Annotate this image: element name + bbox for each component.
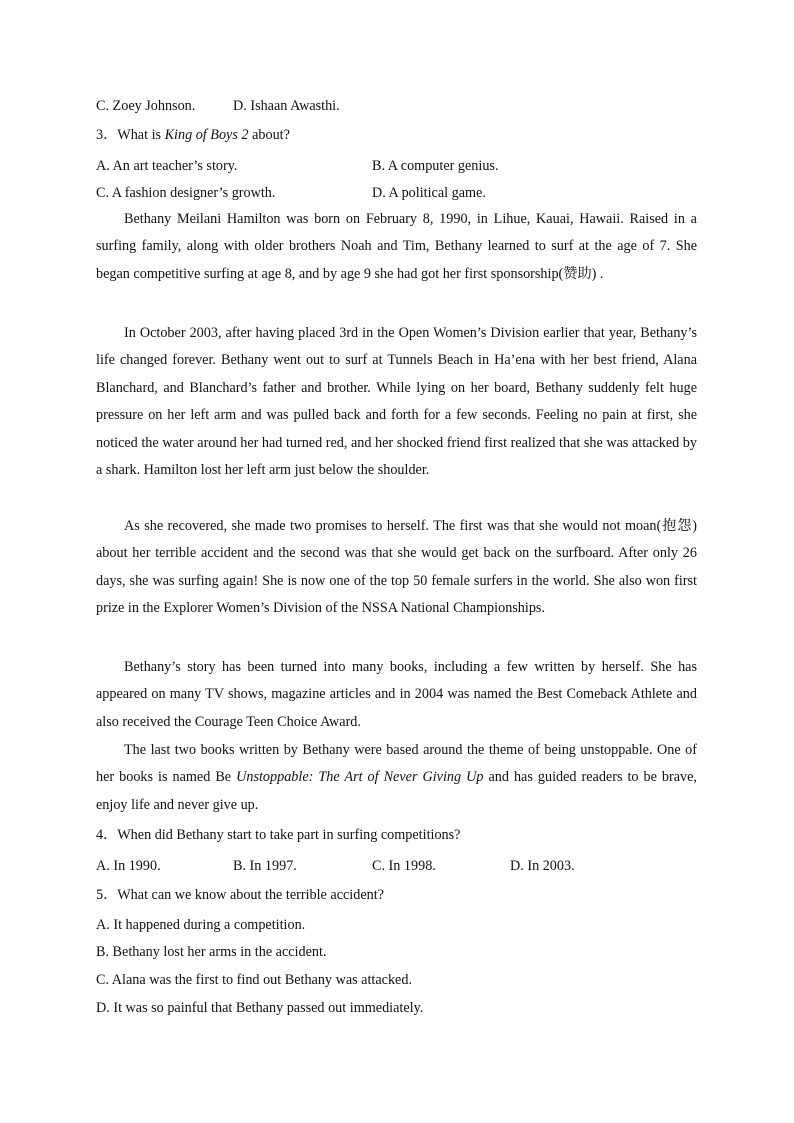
q3-option-c: C. A fashion designer’s growth. (96, 185, 276, 201)
passage-paragraph-5 (96, 737, 697, 819)
q3-stem-post: about? (248, 127, 290, 143)
q3-stem (96, 126, 290, 144)
q3-option-d: D. A political game. (372, 185, 486, 201)
q5-option-a: A. It happened during a competition. (96, 917, 306, 933)
passage-paragraph-4: Bethany’s story has been turned into many books, including a few written by herself. She has appeared on many TV shows, magazine articles and in 2004 was named the Best Comeback Athlete and also received the Courage Teen Choice Award. (96, 659, 697, 730)
q4-option-d: D. In 2003. (510, 858, 575, 874)
p5-book-title: Unstoppable: The Art of Never Giving Up (236, 769, 484, 786)
q4-stem: 4．When did Bethany start to take part in surfing competitions? (96, 827, 461, 843)
q4-option-a: A. In 1990. (96, 858, 161, 874)
p5-pre: The last two books written by Bethany were based around the theme of being unstoppable. One of her books is named Be (96, 742, 697, 786)
q2-option-c: C. Zoey Johnson. (96, 98, 196, 114)
q5-option-b: B. Bethany lost her arms in the accident. (96, 944, 327, 960)
q3-option-b: B. A computer genius. (372, 158, 499, 174)
q3-number: 3． (96, 127, 118, 143)
passage-paragraph-3: As she recovered, she made two promises to herself. The first was that she would not moan(抱怨) about her terrible accident and the second was that she would get back on the surfboard. After only 26 days, she was surfing again! She is now one of the top 50 female surfers in the world. She also won first prize in the Explorer Women’s Division of the NSSA National Championships. (96, 518, 697, 617)
passage-paragraph-2: In October 2003, after having placed 3rd in the Open Women’s Division earlier that year, Bethany’s life changed forever. Bethany went out to surf at Tunnels Beach in Ha’ena with her best friend, Alana Blanchard, and Blanchard’s father and brother. While lying on her board, Bethany suddenly felt huge pressure on her left arm and was pulled back and forth for a few seconds. Feeling no pain at first, she noticed the water around her had turned red, and her shocked friend first realized that she was attacked by a shark. Hamilton lost her left arm just below the shoulder. (96, 325, 697, 479)
passage-paragraph-1: Bethany Meilani Hamilton was born on February 8, 1990, in Lihue, Kauai, Hawaii. Raised in a surfing family, along with older brothers Noah and Tim, Bethany learned to surf at the age of 7. She began competitive surfing at age 8, and by age 9 she had got her first sponsorship(赞助) . (96, 211, 697, 282)
q3-stem-pre: What is (117, 127, 165, 143)
q3-option-a: A. An art teacher’s story. (96, 158, 238, 174)
q4-option-b: B. In 1997. (233, 858, 297, 874)
p5-post: and has guided readers to be brave, enjoy life and never give up. (96, 769, 697, 813)
q5-option-c: C. Alana was the first to find out Bethany was attacked. (96, 972, 412, 988)
q2-option-d: D. Ishaan Awasthi. (233, 98, 340, 114)
q4-option-c: C. In 1998. (372, 858, 436, 874)
q5-stem: 5．What can we know about the terrible accident? (96, 887, 384, 903)
q3-stem-title: King of Boys 2 (164, 127, 249, 143)
q5-option-d: D. It was so painful that Bethany passed out immediately. (96, 1000, 424, 1016)
